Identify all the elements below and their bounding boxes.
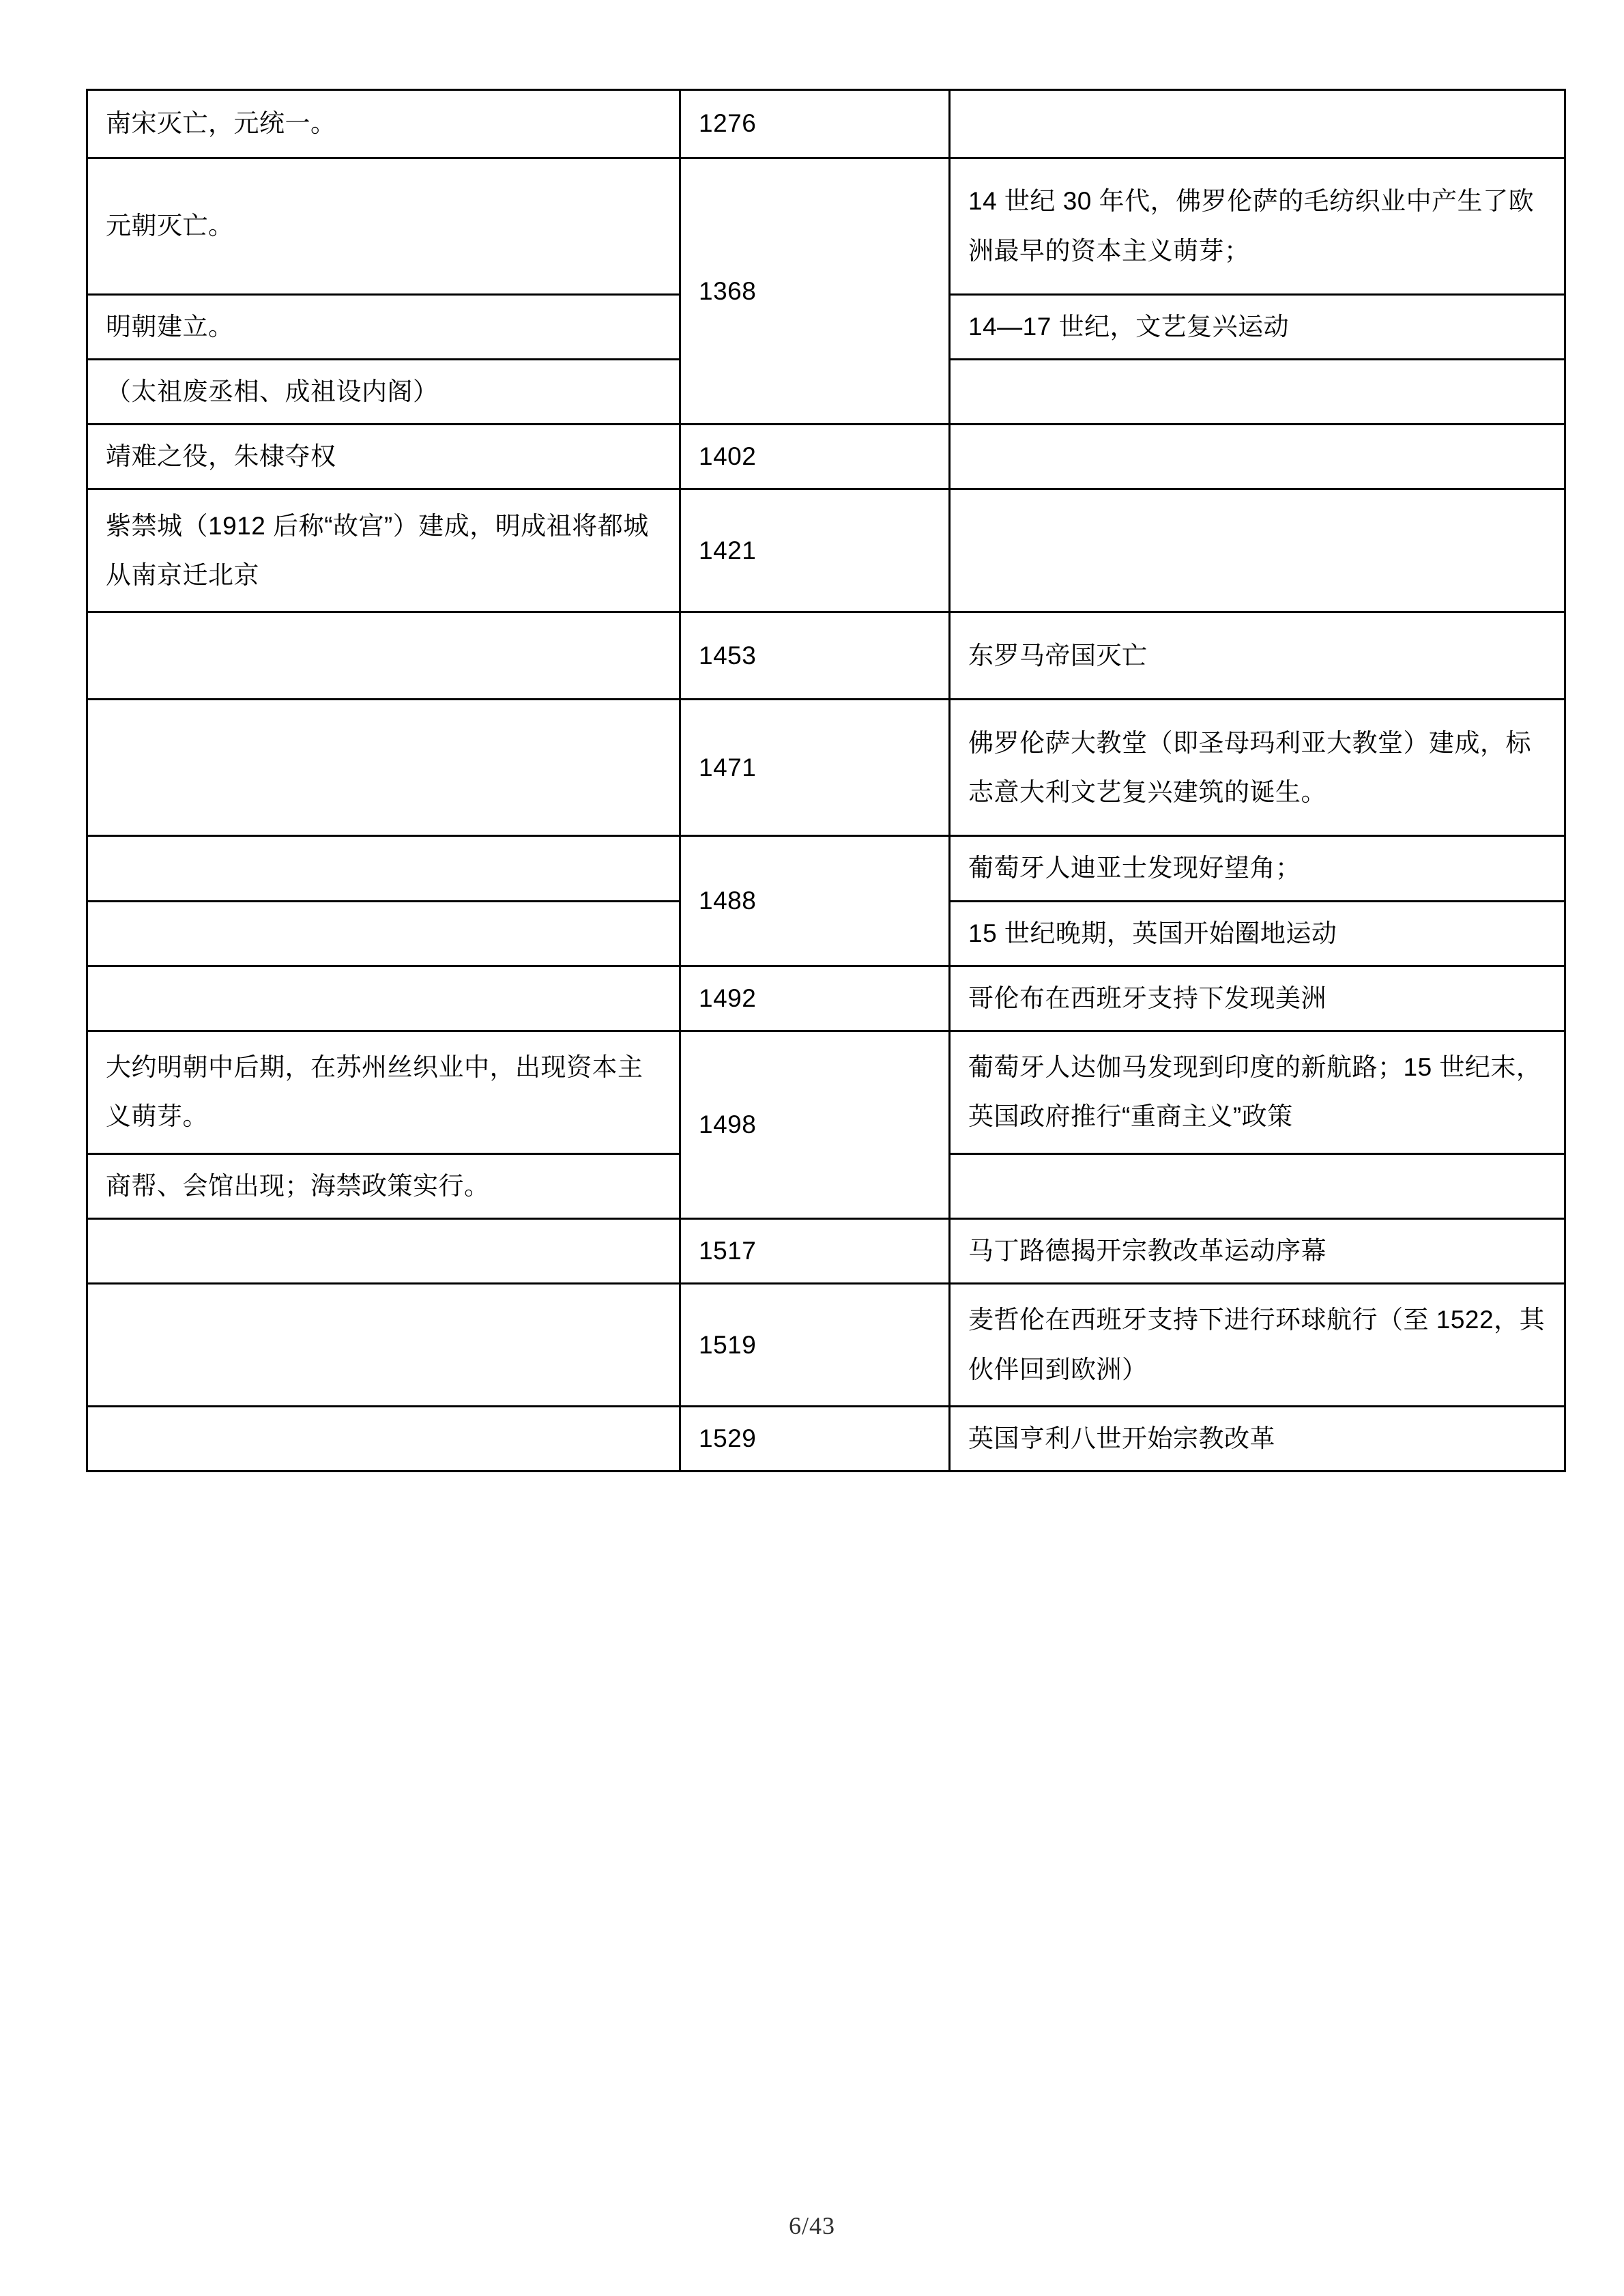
- table-row: [87, 90, 1565, 158]
- china-event-text: 元朝灭亡。: [106, 212, 234, 240]
- world-event-cell: [950, 700, 1565, 836]
- world-event-text: 15 世纪晚期，英国开始圈地运动: [968, 919, 1337, 947]
- year-cell: [680, 1284, 950, 1407]
- china-event-cell: [87, 700, 680, 836]
- world-event-text: 东罗马帝国灭亡: [968, 641, 1148, 670]
- world-event-cell: [950, 836, 1565, 901]
- table-row: [87, 425, 1565, 489]
- year-cell: [680, 90, 950, 158]
- china-event-cell: [87, 1407, 680, 1472]
- year-text: 1492: [699, 984, 757, 1012]
- year-cell: [680, 489, 950, 612]
- china-event-cell: [87, 158, 680, 295]
- china-event-cell: [87, 425, 680, 489]
- china-event-text: （太祖废丞相、成祖设内阁）: [106, 377, 439, 406]
- world-event-text: 英国亨利八世开始宗教改革: [968, 1424, 1275, 1453]
- world-event-cell: [950, 901, 1565, 966]
- china-event-cell: [87, 1284, 680, 1407]
- china-event-text: 紫禁城（1912 后称“故宫”）建成，明成祖将都城从南京迁北京: [106, 511, 649, 589]
- table-row: [87, 966, 1565, 1031]
- year-cell: [680, 158, 950, 425]
- table-row: [87, 1031, 1565, 1153]
- year-text: 1402: [699, 442, 757, 471]
- world-event-text: 哥伦布在西班牙支持下发现美洲: [968, 984, 1326, 1012]
- table-row: [87, 158, 1565, 295]
- world-event-cell: [950, 90, 1565, 158]
- china-event-text: 明朝建立。: [106, 313, 234, 341]
- china-event-cell: [87, 90, 680, 158]
- table-row: [87, 700, 1565, 836]
- year-text: 1421: [699, 536, 757, 564]
- world-event-cell: [950, 966, 1565, 1031]
- china-event-cell: [87, 1031, 680, 1153]
- chronology-table: [86, 89, 1566, 1472]
- china-event-text: 靖难之役，朱棣夺权: [106, 442, 336, 471]
- world-event-cell: [950, 1407, 1565, 1472]
- world-event-cell: [950, 295, 1565, 360]
- china-event-cell: [87, 901, 680, 966]
- world-event-text: 14—17 世纪，文艺复兴运动: [968, 313, 1290, 341]
- china-event-cell: [87, 1153, 680, 1218]
- year-cell: [680, 966, 950, 1031]
- year-cell: [680, 612, 950, 700]
- year-cell: [680, 700, 950, 836]
- table-row: [87, 1284, 1565, 1407]
- world-event-cell: [950, 425, 1565, 489]
- year-text: 1529: [699, 1424, 757, 1453]
- china-event-cell: [87, 836, 680, 901]
- world-event-cell: [950, 1153, 1565, 1218]
- china-event-cell: [87, 360, 680, 425]
- year-cell: [680, 836, 950, 966]
- page-number: 6/43: [788, 2212, 835, 2239]
- china-event-text: 大约明朝中后期，在苏州丝织业中，出现资本主义萌芽。: [106, 1053, 643, 1131]
- year-cell: [680, 1407, 950, 1472]
- china-event-cell: [87, 489, 680, 612]
- world-event-text: 葡萄牙人迪亚士发现好望角；: [968, 854, 1301, 882]
- china-event-cell: [87, 1218, 680, 1283]
- year-cell: [680, 1031, 950, 1218]
- world-event-text: 葡萄牙人达伽马发现到印度的新航路；15 世纪末，英国政府推行“重商主义”政策: [968, 1053, 1542, 1131]
- world-event-cell: [950, 360, 1565, 425]
- year-cell: [680, 425, 950, 489]
- year-text: 1471: [699, 753, 757, 781]
- table-row: [87, 489, 1565, 612]
- world-event-text: 14 世纪 30 年代，佛罗伦萨的毛纺织业中产生了欧洲最早的资本主义萌芽；: [968, 187, 1535, 265]
- table-row: [87, 1407, 1565, 1472]
- table-row: [87, 612, 1565, 700]
- year-text: 1453: [699, 641, 757, 670]
- year-text: 1519: [699, 1330, 757, 1359]
- world-event-cell: [950, 1284, 1565, 1407]
- china-event-cell: [87, 295, 680, 360]
- chronology-table-wrapper: [86, 89, 1564, 1472]
- year-text: 1276: [699, 109, 757, 138]
- world-event-text: 马丁路德揭开宗教改革运动序幕: [968, 1236, 1326, 1265]
- year-text: 1488: [699, 886, 757, 915]
- world-event-cell: [950, 158, 1565, 295]
- table-row: [87, 1218, 1565, 1283]
- china-event-text: 商帮、会馆出现；海禁政策实行。: [106, 1171, 490, 1200]
- world-event-cell: [950, 1218, 1565, 1283]
- china-event-cell: [87, 612, 680, 700]
- world-event-text: 佛罗伦萨大教堂（即圣母玛利亚大教堂）建成，标志意大利文艺复兴建筑的诞生。: [968, 728, 1531, 806]
- year-text: 1517: [699, 1236, 757, 1265]
- china-event-text: 南宋灭亡，元统一。: [106, 109, 336, 138]
- year-text: 1498: [699, 1110, 757, 1138]
- world-event-text: 麦哲伦在西班牙支持下进行环球航行（至 1522，其伙伴回到欧洲）: [968, 1306, 1546, 1383]
- world-event-cell: [950, 1031, 1565, 1153]
- table-row: [87, 836, 1565, 901]
- world-event-cell: [950, 489, 1565, 612]
- world-event-cell: [950, 612, 1565, 700]
- china-event-cell: [87, 966, 680, 1031]
- year-text: 1368: [699, 276, 757, 305]
- year-cell: [680, 1218, 950, 1283]
